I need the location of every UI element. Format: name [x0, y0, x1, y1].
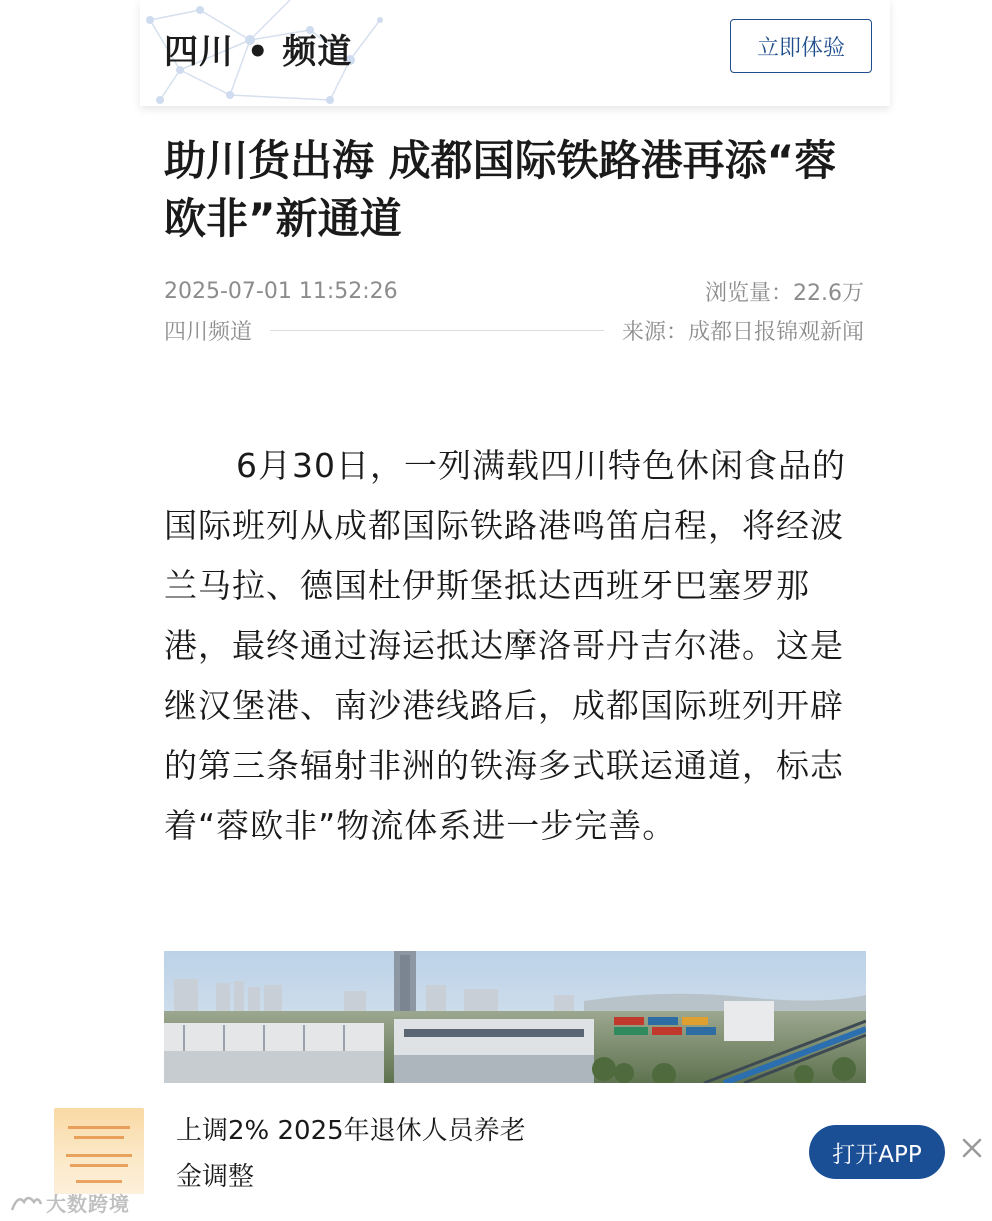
- thumbnail-text-line: [74, 1136, 124, 1139]
- article-title: 助川货出海 成都国际铁路港再添“蓉欧非”新通道: [164, 136, 837, 243]
- channel-header: [140, 0, 890, 106]
- thumbnail-text-line: [66, 1154, 132, 1157]
- promo-bar[interactable]: [0, 1098, 992, 1221]
- thumbnail-text-line: [68, 1126, 130, 1129]
- article-photo[interactable]: [164, 951, 866, 1083]
- watermark: [8, 1188, 130, 1217]
- thumbnail-text-line: [70, 1164, 128, 1167]
- channel-link[interactable]: 四川频道: [164, 320, 253, 345]
- watermark-text: 大数跨境: [46, 1192, 130, 1216]
- close-icon[interactable]: [960, 1136, 984, 1160]
- channel-title: 四川 • 频道: [164, 32, 353, 72]
- article-meta-row: [164, 276, 864, 307]
- article-body: 6月30日，一列满载四川特色休闲食品的国际班列从成都国际铁路港鸣笛启程，将经波兰马拉、德国杜伊斯堡抵达西班牙巴塞罗那港，最终通过海运抵达摩洛哥丹吉尔港。这是继汉堡港、南沙港线路后，成都国际班列开辟的第三条辐射非洲的铁海多式联运通道，标志着“蓉欧非”物流体系进一步完善。: [164, 446, 846, 845]
- thumbnail-text-line: [76, 1180, 122, 1183]
- article-source: 来源：成都日报锦观新闻: [621, 320, 864, 345]
- promo-headline[interactable]: 上调2% 2025年退休人员养老金调整: [176, 1116, 526, 1192]
- publish-datetime: 2025-07-01 11:52:26: [164, 279, 398, 304]
- try-now-button[interactable]: 立即体验: [730, 19, 872, 73]
- meta-divider: [270, 330, 604, 331]
- view-count: 浏览量：22.6万: [705, 281, 864, 306]
- open-app-button[interactable]: 打开APP: [809, 1125, 945, 1179]
- article-source-row: [164, 315, 864, 346]
- promo-thumbnail[interactable]: [54, 1108, 144, 1194]
- watermark-logo-icon: [8, 1192, 44, 1214]
